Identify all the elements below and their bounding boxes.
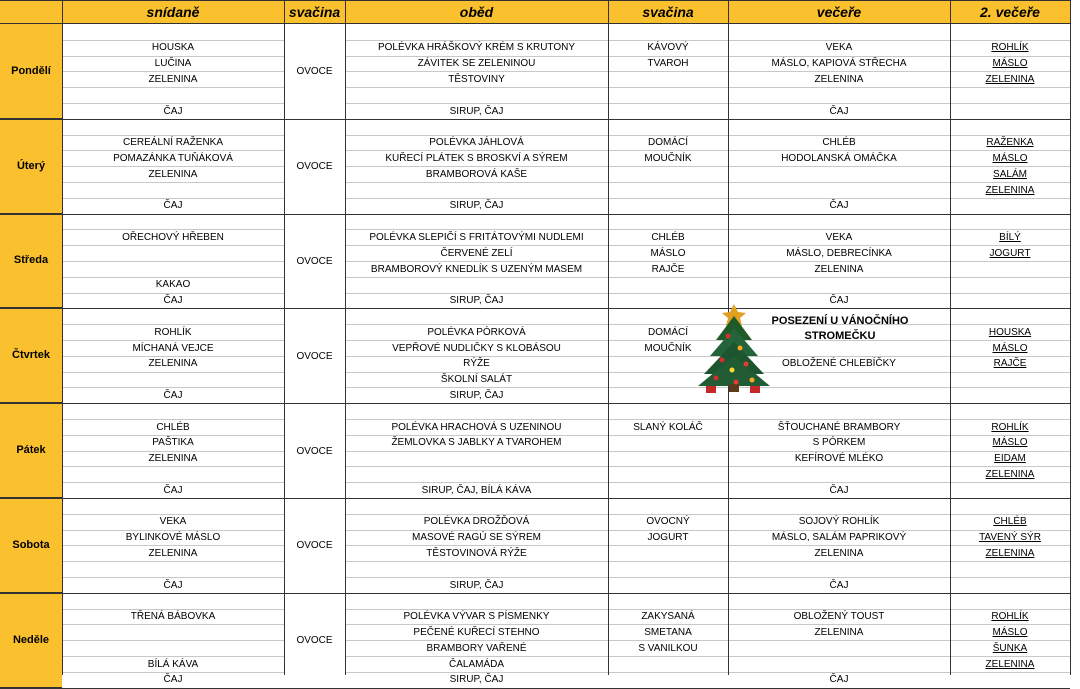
menu-item-vecere: ČAJ: [829, 105, 849, 117]
menu-item-vecere2: CHLÉB: [993, 516, 1027, 528]
menu-item-vecere: MÁSLO, SALÁM PAPRIKOVÝ: [771, 532, 907, 544]
menu-item-obed: TĚSTOVINY: [448, 73, 505, 85]
menu-item-snidane: ČAJ: [163, 389, 183, 401]
menu-item-obed: POLÉVKA JÁHLOVÁ: [429, 137, 524, 149]
menu-item-obed: SIRUP, ČAJ, BÍLÁ KÁVA: [421, 484, 532, 496]
menu-item-vecere2: BÍLÝ: [999, 231, 1021, 243]
header-vecere: večeře: [728, 0, 950, 24]
menu-item-snidane: ZELENINA: [148, 358, 198, 370]
menu-item-snidane: TŘENÁ BÁBOVKA: [130, 611, 216, 623]
menu-item-vecere2: RAJČE: [993, 358, 1027, 370]
menu-item-snidane: MÍCHANÁ VEJCE: [132, 342, 214, 354]
menu-item-obed: POLÉVKA SLEPIČÍ S FRITÁTOVÝMI NUDLEMI: [369, 231, 584, 243]
menu-item-obed: MASOVÉ RAGÚ SE SÝREM: [412, 532, 541, 544]
menu-item-vecere2: ZELENINA: [985, 184, 1035, 196]
menu-item-vecere: ZELENINA: [814, 263, 864, 275]
menu-item-snidane: ZELENINA: [148, 453, 198, 465]
menu-item-svacina2: DOMÁCÍ: [648, 326, 688, 338]
menu-item-svacina2: OVOCNÝ: [646, 516, 690, 528]
menu-item-vecere2: ZELENINA: [985, 468, 1035, 480]
menu-item-snidane: ČAJ: [163, 579, 183, 591]
menu-item-svacina2: SLANÝ KOLÁČ: [633, 421, 703, 433]
menu-item-svacina2: CHLÉB: [651, 231, 685, 243]
menu-item-vecere: S PÓRKEM: [812, 437, 866, 449]
menu-item-vecere2: MÁSLO: [992, 626, 1028, 638]
menu-item-obed: POLÉVKA DROŽĎOVÁ: [423, 516, 530, 528]
day-label: Středa: [0, 214, 62, 309]
menu-item-vecere: ČAJ: [829, 674, 849, 686]
menu-item-obed: RÝŽE: [463, 358, 490, 370]
menu-item-vecere: MÁSLO, KAPIOVÁ STŘECHA: [771, 58, 907, 70]
header-svacina2: svačina: [608, 0, 728, 24]
menu-item-snidane: ČAJ: [163, 674, 183, 686]
menu-item-vecere2: ROHLÍK: [991, 421, 1029, 433]
menu-item-vecere2: MÁSLO: [992, 58, 1028, 70]
menu-item-vecere2: JOGURT: [989, 247, 1031, 259]
day-label: Úterý: [0, 119, 62, 214]
day-label: Čtvrtek: [0, 308, 62, 403]
menu-item-obed: ZÁVITEK SE ZELENINOU: [417, 58, 536, 70]
snack-ovoce: OVOCE: [296, 445, 333, 457]
menu-item-snidane: ČAJ: [163, 200, 183, 212]
menu-item-vecere2: ŠUNKA: [992, 642, 1028, 654]
menu-item-svacina2: ZAKYSANÁ: [641, 611, 695, 623]
menu-item-vecere: ČAJ: [829, 484, 849, 496]
snack-ovoce: OVOCE: [296, 66, 333, 78]
day-label: Sobota: [0, 498, 62, 593]
menu-item-snidane: BYLINKOVÉ MÁSLO: [125, 532, 221, 544]
menu-item-snidane: POMAZÁNKA TUŇÁKOVÁ: [113, 152, 233, 164]
menu-item-svacina2: S VANILKOU: [638, 642, 698, 654]
menu-item-obed: SIRUP, ČAJ: [449, 200, 504, 212]
menu-item-snidane: HOUSKA: [151, 42, 195, 54]
menu-item-obed: PEČENÉ KUŘECÍ STEHNO: [413, 626, 540, 638]
menu-item-obed: BRAMBOROVÁ KAŠE: [425, 168, 528, 180]
menu-item-snidane: VEKA: [159, 516, 187, 528]
menu-item-vecere2: ROHLÍK: [991, 42, 1029, 54]
menu-item-snidane: ČAJ: [163, 105, 183, 117]
menu-item-obed: POLÉVKA HRÁŠKOVÝ KRÉM S KRUTONY: [377, 42, 576, 54]
snack-ovoce: OVOCE: [296, 540, 333, 552]
menu-item-vecere: CHLÉB: [822, 137, 856, 149]
menu-item-vecere: KEFÍROVÉ MLÉKO: [794, 453, 884, 465]
menu-item-svacina2: JOGURT: [647, 532, 689, 544]
day-label: Neděle: [0, 593, 62, 688]
event-line-2: STROMEČKU: [804, 330, 876, 342]
menu-item-snidane: CEREÁLNÍ RAŽENKA: [122, 137, 224, 149]
menu-item-vecere: HODOLANSKÁ OMÁČKA: [781, 152, 897, 164]
snack-ovoce: OVOCE: [296, 635, 333, 647]
menu-item-obed: TĚSTOVINOVÁ RÝŽE: [426, 547, 527, 559]
menu-item-vecere2: ROHLÍK: [991, 611, 1029, 623]
menu-item-snidane: ROHLÍK: [154, 326, 192, 338]
menu-item-svacina2: RAJČE: [651, 263, 685, 275]
menu-item-obed: BRAMBORY VAŘENÉ: [426, 642, 527, 654]
snack-ovoce: OVOCE: [296, 161, 333, 173]
menu-item-vecere2: ZELENINA: [985, 73, 1035, 85]
menu-item-snidane: ČAJ: [163, 295, 183, 307]
menu-item-snidane: OŘECHOVÝ HŘEBEN: [122, 231, 224, 243]
menu-item-svacina2: MOUČNÍK: [644, 152, 692, 164]
menu-item-vecere2: MÁSLO: [992, 437, 1028, 449]
menu-item-obed: POLÉVKA PÓRKOVÁ: [427, 326, 526, 338]
christmas-event-label: [750, 314, 930, 344]
menu-item-obed: ČALAMÁDA: [448, 658, 504, 670]
menu-item-vecere2: SALÁM: [993, 168, 1027, 180]
menu-item-snidane: PAŠTIKA: [152, 437, 194, 449]
header-svacina: svačina: [284, 0, 345, 24]
menu-item-vecere: OBLOŽENÝ TOUST: [793, 611, 885, 623]
menu-item-vecere2: TAVENÝ SÝR: [979, 532, 1041, 544]
menu-item-obed: SIRUP, ČAJ: [449, 295, 504, 307]
menu-item-vecere2: EIDAM: [994, 453, 1026, 465]
menu-item-snidane: LUČINA: [154, 58, 192, 70]
menu-item-svacina2: KÁVOVÝ: [647, 42, 689, 54]
menu-item-vecere: OBLOŽENÉ CHLEBÍČKY: [782, 358, 896, 370]
menu-item-vecere: ZELENINA: [814, 626, 864, 638]
menu-item-svacina2: MÁSLO: [650, 247, 686, 259]
menu-item-vecere2: ZELENINA: [985, 658, 1035, 670]
header-vecere2: 2. večeře: [950, 0, 1070, 24]
menu-item-obed: SIRUP, ČAJ: [449, 674, 504, 686]
menu-item-vecere: ČAJ: [829, 200, 849, 212]
menu-item-vecere2: MÁSLO: [992, 342, 1028, 354]
menu-item-snidane: ZELENINA: [148, 73, 198, 85]
menu-item-obed: VEPŘOVÉ NUDLIČKY S KLOBÁSOU: [392, 342, 561, 354]
menu-item-svacina2: MOUČNÍK: [644, 342, 692, 354]
menu-item-svacina2: DOMÁCÍ: [648, 137, 688, 149]
menu-item-vecere: VEKA: [825, 231, 853, 243]
menu-item-vecere: ZELENINA: [814, 547, 864, 559]
menu-item-vecere: ČAJ: [829, 295, 849, 307]
menu-item-vecere2: RAŽENKA: [986, 137, 1034, 149]
menu-item-vecere: ŠŤOUCHANÉ BRAMBORY: [777, 421, 901, 433]
menu-item-vecere2: ZELENINA: [985, 547, 1035, 559]
header-obed: oběd: [345, 0, 608, 24]
menu-item-obed: KUŘECÍ PLÁTEK S BROSKVÍ A SÝREM: [385, 152, 568, 164]
menu-item-snidane: CHLÉB: [156, 421, 190, 433]
menu-item-obed: BRAMBOROVÝ KNEDLÍK S UZENÝM MASEM: [370, 263, 583, 275]
menu-item-snidane: BÍLÁ KÁVA: [147, 658, 199, 670]
menu-item-obed: SIRUP, ČAJ: [449, 579, 504, 591]
menu-item-snidane: ČAJ: [163, 484, 183, 496]
menu-item-vecere: SOJOVÝ ROHLÍK: [798, 516, 880, 528]
day-label: Pondělí: [0, 24, 62, 119]
menu-item-obed: POLÉVKA HRACHOVÁ S UZENINOU: [391, 421, 562, 433]
menu-item-obed: SIRUP, ČAJ: [449, 105, 504, 117]
menu-item-vecere: ČAJ: [829, 579, 849, 591]
header-snidane: snídaně: [62, 0, 284, 24]
menu-item-obed: ŠKOLNÍ SALÁT: [440, 374, 513, 386]
menu-item-vecere2: MÁSLO: [992, 152, 1028, 164]
event-line-1: POSEZENÍ U VÁNOČNÍHO: [771, 315, 909, 327]
snack-ovoce: OVOCE: [296, 350, 333, 362]
menu-item-obed: ŽEMLOVKA S JABLKY A TVAROHEM: [391, 437, 562, 449]
menu-item-snidane: KAKAO: [155, 279, 191, 291]
menu-item-snidane: ZELENINA: [148, 168, 198, 180]
header-corner: [0, 0, 62, 24]
menu-item-obed: ČERVENÉ ZELÍ: [440, 247, 513, 259]
christmas-tree-icon: [692, 298, 776, 394]
day-label: Pátek: [0, 403, 62, 498]
menu-item-vecere: MÁSLO, DEBRECÍNKA: [786, 247, 892, 259]
menu-item-svacina2: SMETANA: [644, 626, 692, 638]
menu-item-vecere: ZELENINA: [814, 73, 864, 85]
menu-item-vecere: VEKA: [825, 42, 853, 54]
menu-item-svacina2: TVAROH: [647, 58, 689, 70]
snack-ovoce: OVOCE: [296, 256, 333, 267]
menu-item-snidane: ZELENINA: [148, 547, 198, 559]
menu-item-obed: SIRUP, ČAJ: [449, 389, 504, 401]
menu-item-obed: POLÉVKA VÝVAR S PÍSMENKY: [403, 611, 550, 623]
menu-item-vecere2: HOUSKA: [988, 326, 1032, 338]
